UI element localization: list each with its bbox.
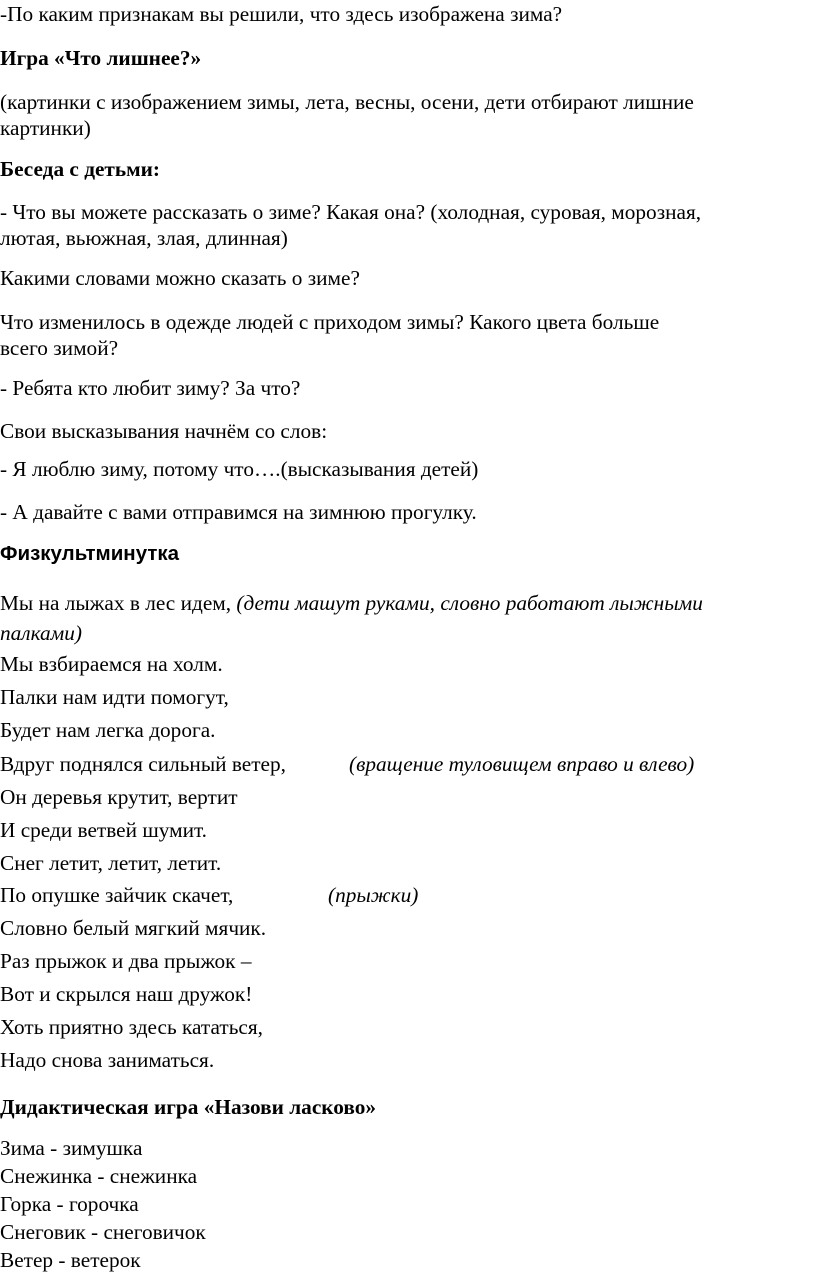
didactic-game-title: Дидактическая игра «Назови ласково» xyxy=(0,1095,377,1119)
poem-line-6: Он деревья крутит, вертит xyxy=(0,785,238,809)
game1-description-line2: картинки) xyxy=(0,116,91,140)
didactic-item-5: Ветер - ветерок xyxy=(0,1248,141,1272)
poem-line-1 xyxy=(0,590,703,617)
poem-line-1-note: (дети машут руками, словно работают лыжными xyxy=(236,591,703,615)
poem-line-2: Мы взбираемся на холм. xyxy=(0,652,223,676)
game1-title: Игра «Что лишнее?» xyxy=(0,46,202,70)
poem-line-8: Снег летит, летит, летит. xyxy=(0,851,222,875)
conversation-question-7: - А давайте с вами отправимся на зимнюю прогулку. xyxy=(0,500,477,524)
poem-line-14: Надо снова заниматься. xyxy=(0,1048,215,1072)
didactic-item-3: Горка - горочка xyxy=(0,1192,139,1216)
game1-description-line1: (картинки с изображением зимы, лета, весны, осени, дети отбирают лишние xyxy=(0,90,694,114)
poem-line-9-note: (прыжки) xyxy=(328,883,419,907)
poem-line-11: Раз прыжок и два прыжок – xyxy=(0,949,252,973)
didactic-item-1: Зима - зимушка xyxy=(0,1136,143,1160)
poem-line-1-note-continued: палками) xyxy=(0,621,82,645)
conversation-question-6: - Я люблю зиму, потому что….(высказывания детей) xyxy=(0,457,479,481)
poem-line-13: Хоть приятно здесь кататься, xyxy=(0,1015,263,1039)
poem-line-5-text: Вдруг поднялся сильный ветер, xyxy=(0,752,286,776)
poem-line-1-text: Мы на лыжах в лес идем, xyxy=(0,591,237,615)
conversation-title: Беседа с детьми: xyxy=(0,157,161,181)
intro-question: -По каким признакам вы решили, что здесь изображена зима? xyxy=(0,2,563,26)
poem-line-4: Будет нам легка дорога. xyxy=(0,718,216,742)
poem-line-3: Палки нам идти помогут, xyxy=(0,685,229,709)
physical-minute-title: Физкультминутка xyxy=(0,542,180,565)
conversation-question-5: Свои высказывания начнём со слов: xyxy=(0,419,328,443)
poem-line-5-note: (вращение туловищем вправо и влево) xyxy=(349,752,695,776)
conversation-question-4: - Ребята кто любит зиму? За что? xyxy=(0,376,301,400)
didactic-item-2: Снежинка - снежинка xyxy=(0,1164,198,1188)
conversation-question-2: Какими словами можно сказать о зиме? xyxy=(0,266,360,290)
poem-line-9-text: По опушке зайчик скачет, xyxy=(0,883,234,907)
conversation-question-3-line2: всего зимой? xyxy=(0,336,119,360)
poem-line-12: Вот и скрылся наш дружок! xyxy=(0,982,253,1006)
poem-line-7: И среди ветвей шумит. xyxy=(0,818,207,842)
conversation-question-3-line1: Что изменилось в одежде людей с приходом зимы? Какого цвета больше xyxy=(0,310,660,334)
didactic-item-4: Снеговик - снеговичок xyxy=(0,1220,206,1244)
conversation-question-1-line2: лютая, вьюжная, злая, длинная) xyxy=(0,226,288,250)
poem-line-10: Словно белый мягкий мячик. xyxy=(0,916,267,940)
conversation-question-1-line1: - Что вы можете рассказать о зиме? Какая она? (холодная, суровая, морозная, xyxy=(0,200,702,224)
